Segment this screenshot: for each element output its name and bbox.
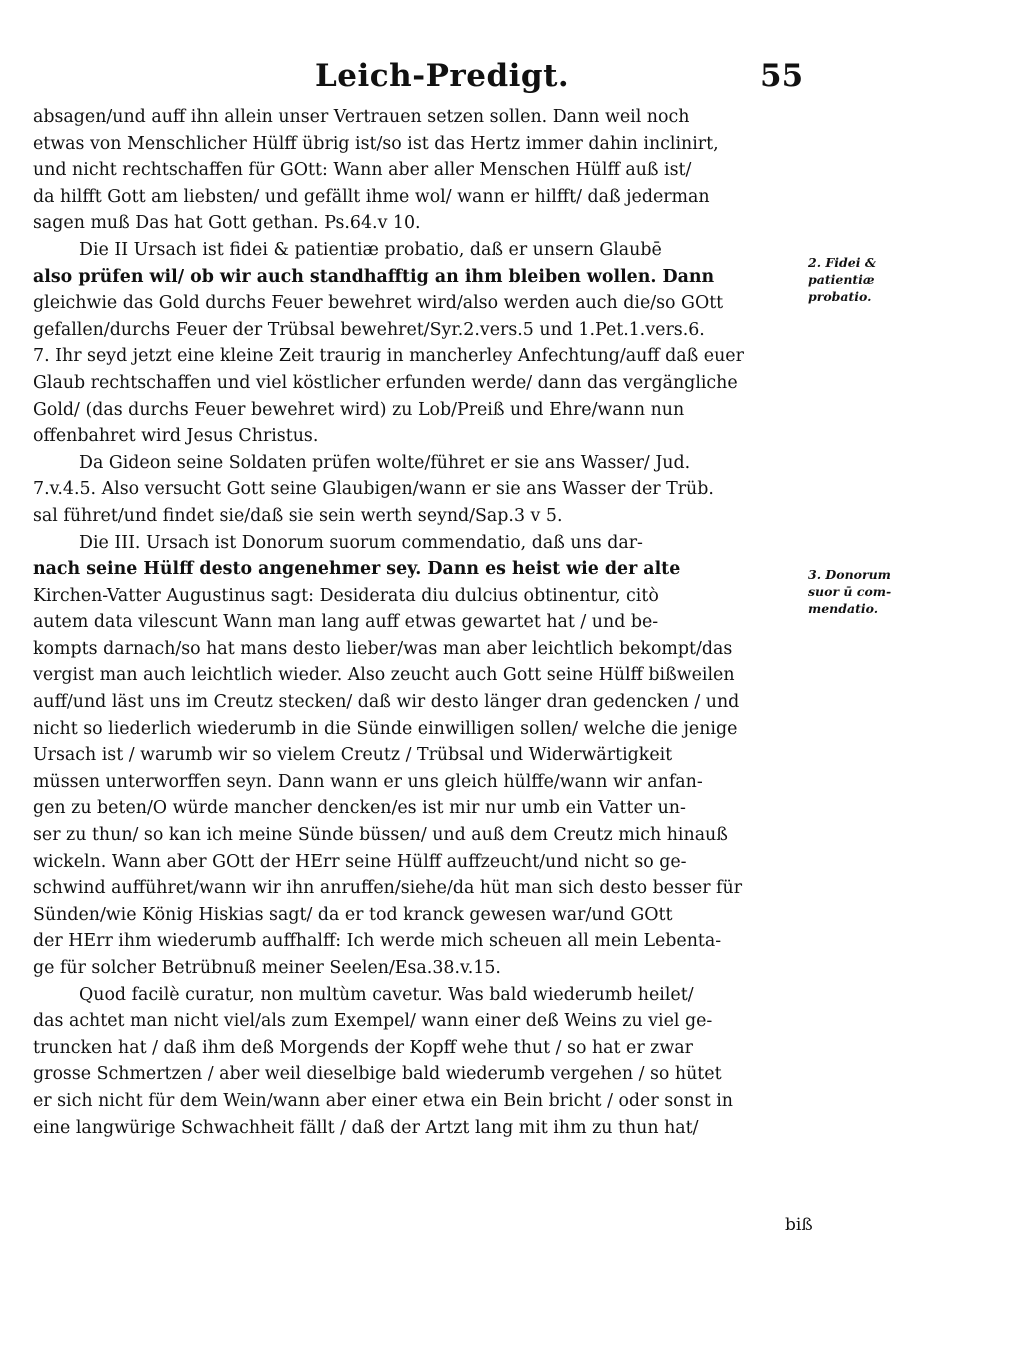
text-line: Quod facilè curatur, non multùm cavetur. Was bald wiederumb heilet/ (79, 984, 694, 1005)
page-header (0, 58, 1024, 98)
text-line: gefallen/durchs Feuer der Trübsal bewehret/Syr.2.vers.5 und 1.Pet.1.vers.6. (33, 319, 705, 340)
running-title: Leich-Predigt. (315, 58, 570, 94)
text-line: sagen muß Das hat Gott gethan. Ps.64.v 10. (33, 213, 421, 234)
text-line: 7.v.4.5. Also versucht Gott seine Glaubigen/wann er sie ans Wasser der Trüb. (33, 479, 714, 500)
margin-note-line: patientiæ (808, 272, 875, 287)
text-line: Ursach ist / warumb wir so vielem Creutz / Trübsal und Widerwärtigkeit (33, 745, 673, 766)
text-line: offenbahret wird Jesus Christus. (33, 426, 319, 447)
text-line: da hilfft Gott am liebsten/ und gefällt ihme wol/ wann er hilfft/ daß jederman (33, 186, 710, 207)
text-line: Sünden/wie König Hiskias sagt/ da er tod kranck gewesen war/und GOtt (33, 904, 673, 925)
text-line: Da Gideon seine Soldaten prüfen wolte/führet er sie ans Wasser/ Jud. (79, 452, 691, 473)
text-line: wickeln. Wann aber GOtt der HErr seine Hülff auffzeucht/und nicht so ge- (33, 851, 687, 872)
text-line: 7. Ihr seyd jetzt eine kleine Zeit traurig in mancherley Anfechtung/auff daß euer (33, 346, 744, 367)
text-line: gen zu beten/O würde mancher dencken/es ist mir nur umb ein Vatter un- (33, 798, 686, 819)
body-text (33, 104, 801, 1141)
text-line: nach seine Hülff desto angenehmer sey. Dann es heist wie der alte (33, 559, 681, 580)
text-line: auff/und läst uns im Creutz stecken/ daß wir desto länger dran gedencken / und (33, 692, 740, 713)
text-line: grosse Schmertzen / aber weil dieselbige bald wiederumb vergehen / so hütet (33, 1064, 722, 1085)
text-line: sal führet/und findet sie/daß sie sein werth seynd/Sap.3 v 5. (33, 505, 563, 526)
text-line: der HErr ihm wiederumb auffhalff: Ich werde mich scheuen all mein Lebenta- (33, 931, 722, 952)
text-line: Die III. Ursach ist Donorum suorum commendatio, daß uns dar- (79, 532, 643, 553)
text-line: Kirchen-Vatter Augustinus sagt: Desiderata diu dulcius obtinentur, citò (33, 585, 659, 606)
margin-note-line: suor ū com- (808, 584, 892, 599)
margin-note-line: probatio. (808, 289, 872, 304)
text-line: müssen unterworffen seyn. Dann wann er uns gleich hülffe/wann wir anfan- (33, 771, 703, 792)
text-line: absagen/und auff ihn allein unser Vertrauen setzen sollen. Dann weil noch (33, 107, 690, 127)
text-line: eine langwürige Schwachheit fällt / daß der Artzt lang mit ihm zu thun hat/ (33, 1117, 699, 1138)
margin-note-donorum (808, 566, 912, 617)
text-line: das achtet man nicht viel/als zum Exempel/ wann einer deß Weins zu viel ge- (33, 1011, 713, 1032)
catchword: biß (785, 1215, 813, 1235)
margin-note-line: 3. Donorum (808, 567, 891, 582)
text-line: etwas von Menschlicher Hülff übrig ist/so ist das Hertz immer dahin inclinirt, (33, 133, 719, 154)
text-line: autem data vilescunt Wann man lang auff etwas gewartet hat / und be- (33, 612, 659, 633)
text-line: gleichwie das Gold durchs Feuer bewehret wird/also werden auch die/so GOtt (33, 293, 724, 314)
margin-note-fidei (808, 254, 912, 305)
text-line: ge für solcher Betrübnuß meiner Seelen/Esa.38.v.15. (33, 958, 501, 978)
text-line: nicht so liederlich wiederumb in die Sünde einwilligen sollen/ welche die jenige (33, 718, 738, 739)
margin-note-line: mendatio. (808, 601, 879, 616)
text-line: truncken hat / daß ihm deß Morgends der Kopff wehe thut / so hat er zwar (33, 1037, 693, 1058)
text-line: kompts darnach/so hat mans desto lieber/was man aber leichtlich bekompt/das (33, 638, 733, 659)
text-line: und nicht rechtschaffen für GOtt: Wann aber aller Menschen Hülff auß ist/ (33, 160, 692, 181)
text-line: Die II Ursach ist fidei & patientiæ probatio, daß er unsern Glaubē (79, 239, 662, 260)
text-line: vergist man auch leichtlich wieder. Also zeucht auch Gott seine Hülff bißweilen (33, 665, 735, 686)
text-line: Gold/ (das durchs Feuer bewehret wird) zu Lob/Preiß und Ehre/wann nun (33, 399, 685, 420)
text-line: ser zu thun/ so kan ich meine Sünde büssen/ und auß dem Creutz mich hinauß (33, 825, 728, 846)
page-number: 55 (760, 58, 804, 94)
text-line: Glaub rechtschaffen und viel köstlicher erfunden werde/ dann das vergängliche (33, 372, 738, 393)
text-line: also prüfen wil/ ob wir auch standhafftig an ihm bleiben wollen. Dann (33, 266, 715, 287)
text-line: schwind aufführet/wann wir ihn anruffen/siehe/da hüt man sich desto besser für (33, 878, 743, 899)
margin-note-line: 2. Fidei & (808, 255, 877, 270)
text-line: er sich nicht für dem Wein/wann aber einer etwa ein Bein bricht / oder sonst in (33, 1090, 733, 1111)
